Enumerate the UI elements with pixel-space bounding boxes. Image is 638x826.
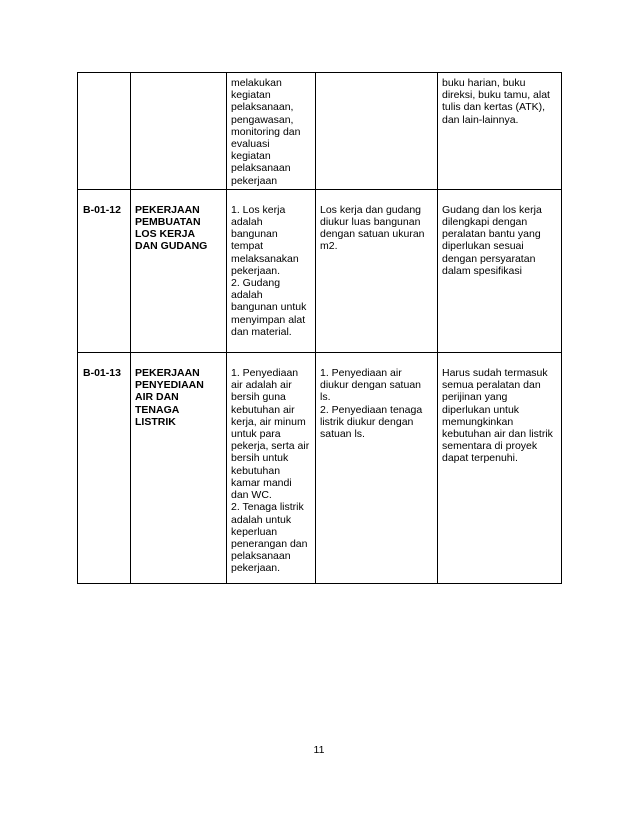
item-requirements: Harus sudah termasuk semua peralatan dan perijinan yang diperlukan untuk memungkinkan kebutuhan air dan listrik sementara di proyek dapat terpenuhi. — [438, 353, 562, 583]
table-row — [78, 189, 562, 352]
item-description: melakukan kegiatan pelaksanaan, pengawasan, monitoring dan evaluasi kegiatan pelaksanaan pekerjaan — [227, 73, 316, 190]
item-measurement: Los kerja dan gudang diukur luas bangunan dengan satuan ukuran m2. — [316, 189, 438, 352]
item-measurement — [316, 73, 438, 190]
item-code — [78, 73, 131, 190]
item-description: 1. Los kerja adalah bangunan tempat melaksanakan pekerjaan. 2. Gudang adalah bangunan untuk menyimpan alat dan material. — [227, 189, 316, 352]
item-code: B-01-13 — [78, 353, 131, 583]
item-requirements: Gudang dan los kerja dilengkapi dengan peralatan bantu yang diperlukan sesuai dengan persyaratan dalam spesifikasi — [438, 189, 562, 352]
item-code: B-01-12 — [78, 189, 131, 352]
table-row — [78, 353, 562, 583]
item-requirements: buku harian, buku direksi, buku tamu, alat tulis dan kertas (ATK), dan lain-lainnya. — [438, 73, 562, 190]
item-title: PEKERJAAN PENYEDIAAN AIR DAN TENAGA LISTRIK — [131, 353, 227, 583]
item-measurement: 1. Penyediaan air diukur dengan satuan ls. 2. Penyediaan tenaga listrik diukur dengan satuan ls. — [316, 353, 438, 583]
specification-table — [77, 72, 562, 584]
item-title — [131, 73, 227, 190]
item-title: PEKERJAAN PEMBUATAN LOS KERJA DAN GUDANG — [131, 189, 227, 352]
item-description: 1. Penyediaan air adalah air bersih guna kebutuhan air kerja, air minum untuk para pekerja, serta air bersih untuk kebutuhan kamar mandi dan WC. 2. Tenaga listrik adalah untuk keperluan penerangan dan pelaksanaan pekerjaan. — [227, 353, 316, 583]
table-row — [78, 73, 562, 190]
page-number: 11 — [313, 744, 325, 756]
